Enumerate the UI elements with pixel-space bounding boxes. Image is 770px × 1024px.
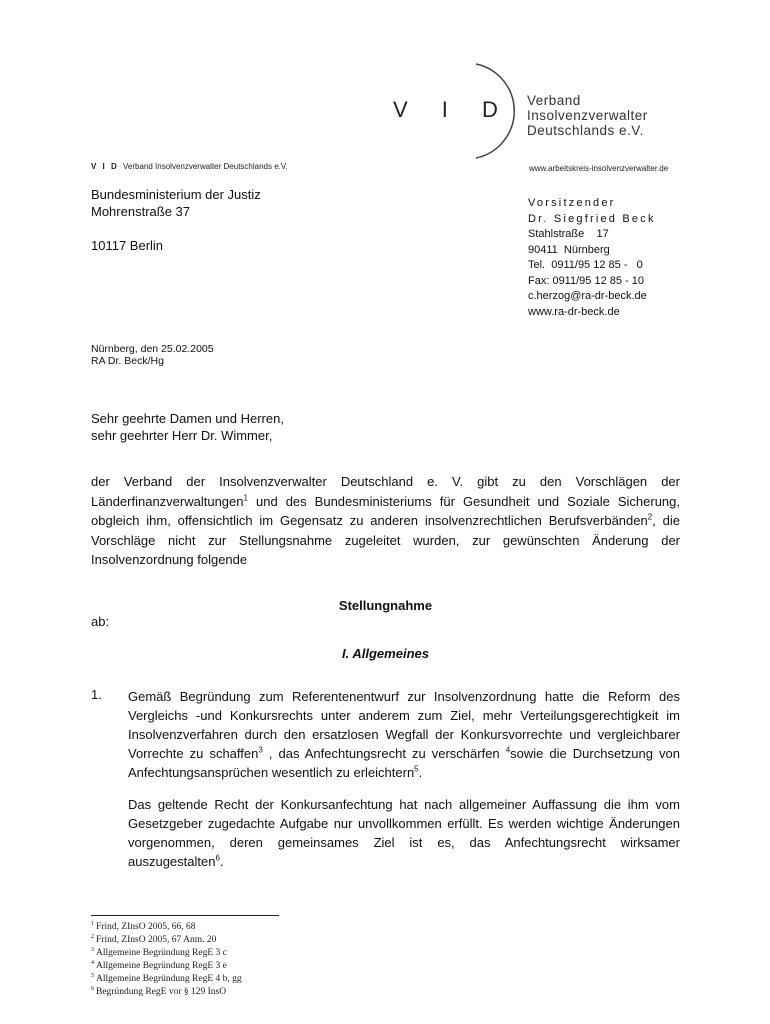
footnote-ref-1: 1 [243,493,248,503]
chair-tel: Tel. 0911/95 12 85 - 0 [528,259,643,271]
footnote-ref-2: 2 [647,512,653,522]
footnote [91,973,242,986]
chair-contact-block [528,196,656,320]
salutation [91,410,284,444]
heading-suffix: ab: [91,614,110,629]
footnote-ref-3: 3 [258,745,263,755]
footnote-number: 4 [91,959,94,966]
logo-assoc-line-3: Deutschlands e.V. [527,123,644,138]
recipient-line-2: Mohrenstraße 37 [91,204,190,219]
intro-text-2: und des Bundesministeriums für Gesundheit und Soziale Sicherung, obgleich ihm, offensichtlich im Gegensatz zu anderen insolvenzrechtlichen Berufsverbänden [91,493,680,528]
footnote-ref-5: 5 [414,764,419,774]
chair-name: Dr. Siegfried Beck [528,212,656,225]
item-1-body [128,687,680,884]
chair-email[interactable]: c.herzog@ra-dr-beck.de [528,290,647,302]
logo-association-name [527,93,648,138]
intro-text-1: der Verband der Insolvenzverwalter Deutschland e. V. gibt zu den Vorschlägen der Länderfinanzverwaltungen [91,474,680,509]
item-1-text-f: . [219,854,224,869]
footnote-ref-6: 6 [215,853,220,863]
date-reference [91,343,214,367]
footnote-number: 6 [91,985,94,992]
intro-text-3: , die Vorschläge nicht zur Stellungsnahme zugeleitet wurden, zur gewünschten Änderung der Insolvenzordnung folgende [91,513,680,567]
item-1-text-b: , das Anfechtungsrecht zu verschärfen [262,746,506,761]
footnote-text: Allgemeine Begründung RegE 4 b, gg [96,974,242,984]
footnote [91,934,242,947]
footnote-number: 1 [91,920,94,927]
footnote-text: Allgemeine Begründung RegE 3 e [96,961,227,971]
logo-letters: V I D [393,97,512,122]
section-heading: I. Allgemeines [342,646,429,661]
footnote [91,921,242,934]
intro-paragraph [91,472,680,570]
footnote-text: Allgemeine Begründung RegE 3 c [96,948,227,958]
item-1-text-e: Das geltende Recht der Konkursanfechtung hat nach allgemeiner Auffassung die ihm vom Gesetzgeber zugedachte Aufgabe nur unvollkommen erfüllt. Es werden wichtige Änderungen vorgenommen, deren gemeinsames Ziel ist es, das Anfechtungsrecht wirksamer auszugestalten [128,797,680,869]
salutation-line-1: Sehr geehrte Damen und Herren, [91,411,284,426]
recipient-line-3: 10117 Berlin [91,238,164,253]
footnote-text: Frind, ZInsO 2005, 66, 68 [96,922,196,932]
logo-assoc-line-2: Insolvenzverwalter [527,108,648,123]
footnotes [91,921,242,999]
footnote [91,960,242,973]
logo-assoc-line-1: Verband [527,93,581,108]
website-top[interactable]: www.arbeitskreis-insolvenzverwalter.de [529,164,669,173]
item-1-text-a: Gemäß Begründung zum Referentenentwurf zur Insolvenzordnung hatte die Reform des Vergleichs -und Konkursrechts unter anderem zum Ziel, mehr Verteilungsgerechtigkeit im Insolvenzverfahren durch den ersatzlosen Wegfall der Konkursvorrechte und vergleichbarer Vorrechte zu schaffen [128,689,680,761]
footnote [91,986,242,999]
item-1-paragraph-1 [128,687,680,782]
footnote-ref-4: 4 [505,745,511,755]
item-1-text-c: sowie die Durchsetzung von Anfechtungsansprüchen wesentlich zu erleichtern [128,746,680,780]
sender-line [91,162,288,171]
footnote [91,947,242,960]
chair-fax: Fax: 0911/95 12 85 - 10 [528,274,644,287]
footnote-text: Frind, ZInsO 2005, 67 Anm. 20 [96,935,217,945]
footnote-separator [91,915,279,916]
item-1-text-d: . [418,765,423,780]
chair-web[interactable]: www.ra-dr-beck.de [528,305,620,318]
item-1-paragraph-2 [128,795,680,871]
logo-arc-graphic [470,62,530,162]
recipient-line-1: Bundesministerium der Justiz [91,187,261,202]
sender-abbr: V I D [91,162,119,171]
recipient-address [91,186,261,254]
sender-name: Verband Insolvenzverwalter Deutschlands e.V. [123,162,288,171]
footnote-number: 5 [91,972,94,979]
document-heading: Stellungnahme [338,598,433,613]
chair-city: 90411 Nürnberg [528,243,610,256]
chair-title: Vorsitzender [528,197,616,209]
item-number: 1. [91,687,102,702]
salutation-line-2: sehr geehrter Herr Dr. Wimmer, [91,428,273,443]
letter-reference: RA Dr. Beck/Hg [91,355,164,367]
footnote-text: Begründung RegE vor § 129 InsO [96,987,227,997]
letter-date: Nürnberg, den 25.02.2005 [91,343,214,355]
footnote-number: 3 [91,946,94,953]
footnote-number: 2 [91,933,94,940]
chair-street: Stahlstraße 17 [528,228,609,240]
